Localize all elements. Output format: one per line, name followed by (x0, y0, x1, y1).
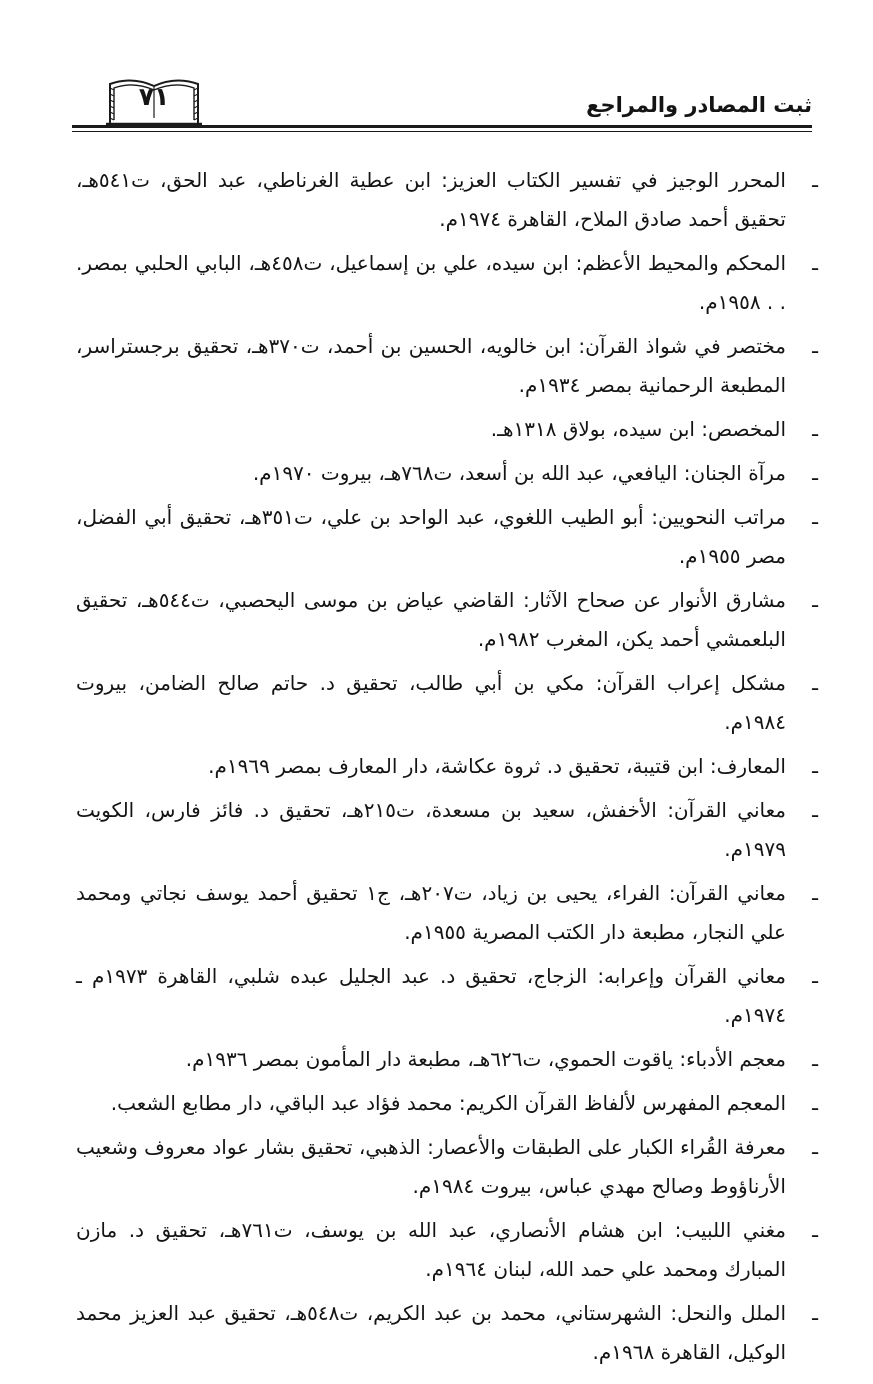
entry-dash: ـ (812, 1047, 818, 1071)
bibliography-entry (76, 747, 818, 786)
bibliography-entry (76, 957, 818, 1035)
entry-dash: ـ (812, 1091, 818, 1115)
entry-text: الملل والنحل: الشهرستاني، محمد بن عبد الكريم، ت٥٤٨هـ، تحقيق عبد العزيز محمد الوكيل، القاهرة ١٩٦٨م. (76, 1301, 787, 1364)
entry-text: مشكل إعراب القرآن: مكي بن أبي طالب، تحقيق د. حاتم صالح الضامن، بيروت ١٩٨٤م. (76, 671, 786, 734)
entry-text: معاني القرآن وإعرابه: الزجاج، تحقيق د. عبد الجليل عبده شلبي، القاهرة ١٩٧٣م ـ ١٩٧٤م. (76, 964, 786, 1027)
entry-dash: ـ (812, 168, 818, 192)
entry-dash: ـ (812, 461, 818, 485)
entry-dash: ـ (812, 964, 818, 988)
page-header (72, 74, 812, 134)
entry-text: المخصص: ابن سيده، بولاق ١٣١٨هـ. (490, 417, 786, 441)
bibliography-entry (76, 244, 818, 322)
bibliography-entry (76, 581, 818, 659)
running-title: ثبت المصادر والمراجع (586, 93, 812, 117)
bibliography-entry (76, 664, 818, 742)
bibliography-entry (76, 1294, 818, 1372)
entry-dash: ـ (812, 505, 818, 529)
entry-dash: ـ (812, 754, 818, 778)
entry-text: مشارق الأنوار عن صحاح الآثار: القاضي عياض بن موسى اليحصبي، ت٥٤٤هـ، تحقيق البلعمشي أحمد يكن، المغرب ١٩٨٢م. (76, 588, 786, 651)
entry-text: مختصر في شواذ القرآن: ابن خالويه، الحسين بن أحمد، ت٣٧٠هـ، تحقيق برجستراسر، المطبعة الرحمانية بمصر ١٩٣٤م. (76, 334, 786, 397)
header-rule-thin (72, 131, 812, 132)
entry-dash: ـ (812, 1135, 818, 1159)
entry-text: مغني اللبيب: ابن هشام الأنصاري، عبد الله بن يوسف، ت٧٦١هـ، تحقيق د. مازن المبارك ومحمد علي حمد الله، لبنان ١٩٦٤م. (76, 1218, 786, 1281)
entry-text: المعارف: ابن قتيبة، تحقيق د. ثروة عكاشة، دار المعارف بمصر ١٩٦٩م. (208, 754, 786, 778)
bibliography-list (76, 161, 818, 1377)
entry-text: معرفة القُراء الكبار على الطبقات والأعصار: الذهبي، تحقيق بشار عواد معروف وشعيب الأرناؤوط وصالح مهدي عباس، بيروت ١٩٨٤م. (76, 1135, 786, 1198)
entry-text: معاني القرآن: الفراء، يحيى بن زياد، ت٢٠٧هـ، ج١ تحقيق أحمد يوسف نجاتي ومحمد علي النجار، مطبعة دار الكتب المصرية ١٩٥٥م. (76, 881, 786, 944)
entry-text: المحرر الوجيز في تفسير الكتاب العزيز: ابن عطية الغرناطي، عبد الحق، ت٥٤١هـ، تحقيق أحمد صادق الملاح، القاهرة ١٩٧٤م. (76, 168, 786, 231)
bibliography-entry (76, 1211, 818, 1289)
entry-dash: ـ (812, 1218, 818, 1242)
entry-dash: ـ (812, 671, 818, 695)
bibliography-entry (76, 1040, 818, 1079)
entry-dash: ـ (812, 251, 818, 275)
bibliography-entry (76, 791, 818, 869)
header-rule-thick (72, 125, 812, 128)
entry-dash: ـ (812, 881, 818, 905)
entry-text: المعجم المفهرس لألفاظ القرآن الكريم: محمد فؤاد عبد الباقي، دار مطابع الشعب. (110, 1091, 786, 1115)
bibliography-entry (76, 874, 818, 952)
bibliography-entry (76, 327, 818, 405)
entry-text: معاني القرآن: الأخفش، سعيد بن مسعدة، ت٢١٥هـ، تحقيق د. فائز فارس، الكويت ١٩٧٩م. (76, 798, 786, 861)
entry-dash: ـ (812, 1301, 818, 1325)
entry-text: المحكم والمحيط الأعظم: ابن سيده، علي بن إسماعيل، ت٤٥٨هـ، البابي الحلبي بمصر. . . ١٩٥٨م. (76, 251, 786, 314)
bibliography-entry (76, 1128, 818, 1206)
page-number: ٧١ (138, 82, 170, 111)
entry-dash: ـ (812, 417, 818, 441)
entry-dash: ـ (812, 334, 818, 358)
entry-text: معجم الأدباء: ياقوت الحموي، ت٦٢٦هـ، مطبعة دار المأمون بمصر ١٩٣٦م. (185, 1047, 786, 1071)
bibliography-entry (76, 1084, 818, 1123)
entry-text: مرآة الجنان: اليافعي، عبد الله بن أسعد، ت٧٦٨هـ، بيروت ١٩٧٠م. (252, 461, 786, 485)
bibliography-entry (76, 161, 818, 239)
entry-dash: ـ (812, 798, 818, 822)
page-number-badge (106, 74, 202, 126)
bibliography-entry (76, 410, 818, 449)
bibliography-entry (76, 498, 818, 576)
entry-text: مراتب النحويين: أبو الطيب اللغوي، عبد الواحد بن علي، ت٣٥١هـ، تحقيق أبي الفضل، مصر ١٩٥٥م. (76, 505, 787, 568)
bibliography-entry (76, 454, 818, 493)
entry-dash: ـ (812, 588, 818, 612)
